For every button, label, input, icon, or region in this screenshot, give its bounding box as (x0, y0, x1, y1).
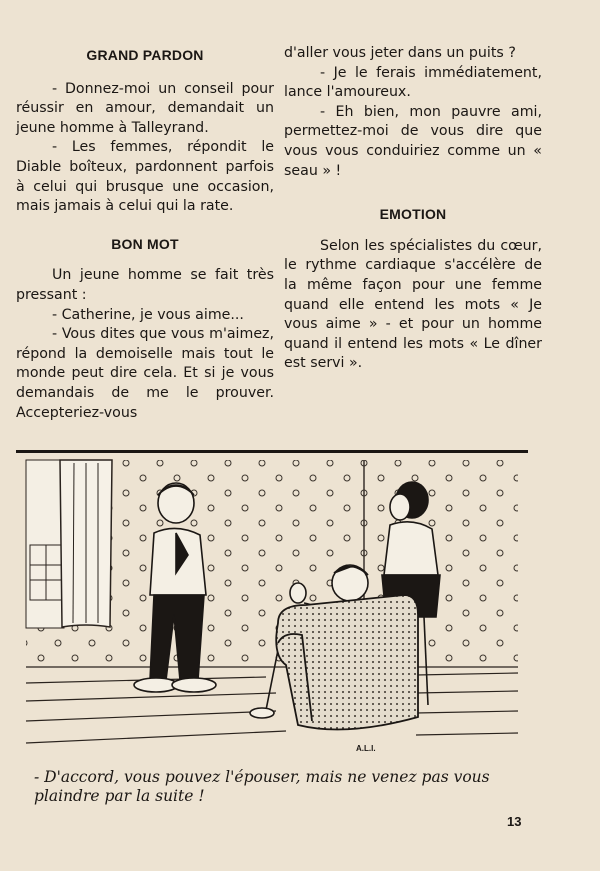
cartoon-caption: - D'accord, vous pouvez l'épouser, mais ne venez pas vous plaindre par la suite ! (34, 768, 490, 805)
emotion-title: EMOTION (379, 206, 447, 223)
bon-mot-paragraph-3: - Vous dites que vous m'aimez, répond la demoiselle mais tout le monde peut dire cela. Et si je vous demandais de me le prouver. Accepteriez-vous (16, 326, 274, 421)
right-column (284, 45, 542, 374)
continuation-paragraph-3: - Eh bien, mon pauvre ami, permettez-moi de vous dire que vous vous conduiriez comme un « seau » ! (284, 103, 542, 179)
cartoon-signature: A.L.I. (356, 744, 376, 753)
window (26, 460, 64, 628)
curtain (60, 460, 112, 627)
cartoon-drawing (16, 455, 528, 765)
grand-pardon-title: GRAND PARDON (86, 47, 204, 63)
cartoon-illustration (16, 455, 528, 765)
grand-pardon-paragraph-1: - Donnez-moi un conseil pour réussir en amour, demandait un jeune homme à Talleyrand. (16, 80, 274, 136)
bon-mot-paragraph-2: - Catherine, je vous aime... (52, 306, 244, 323)
armchair (276, 595, 418, 730)
continuation-paragraph-2: - Je le ferais immédiatement, lance l'amoureux. (284, 64, 542, 101)
continuation-paragraph-1: d'aller vous jeter dans un puits ? (284, 45, 516, 61)
bon-mot-title: BON MOT (111, 235, 179, 252)
bon-mot-paragraph-1: Un jeune homme se fait très pressant : (16, 267, 274, 303)
page-number: 13 (507, 814, 522, 829)
section-divider (16, 450, 528, 453)
emotion-paragraph-1: Selon les spécialistes du cœur, le rythme cardiaque s'accélère de la même façon pour une femme quand elle entend les mots « Je vous aime » - et pour un homme quand il entend les mots « Le dîner est servi ». (284, 237, 542, 372)
grand-pardon-paragraph-2: - Les femmes, répondit le Diable boîteux, pardonnent parfois à celui qui brusque une occasion, mais jamais à celui qui la rate. (16, 139, 274, 215)
left-column (16, 40, 274, 423)
